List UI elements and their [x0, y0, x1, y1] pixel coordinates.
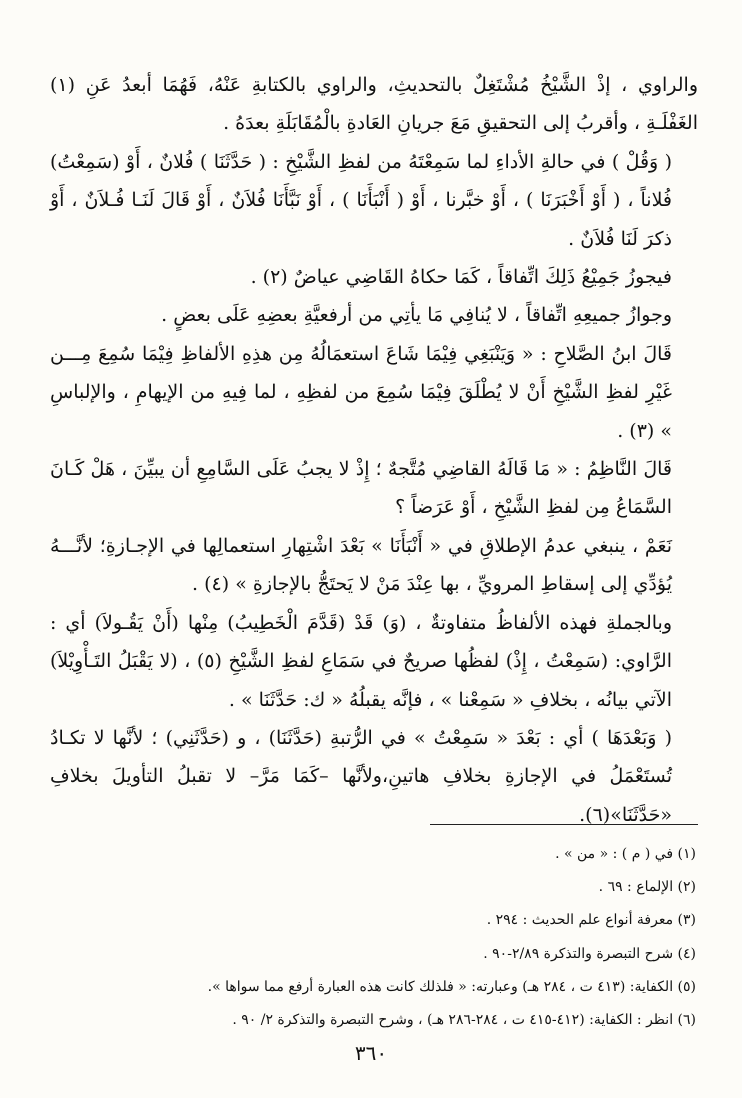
paragraph: قَالَ ابنُ الصَّلاحِ : « وَيَنْبَغِي فِيْمَا شَاعَ استعمَالُهُ مِن هذِهِ الألفاظِ فِيْمَا سُمِعَ مِـــن غَيْرِ لفظِ الشَّيْخِ أَنْ لا يُطْلَقَ فِيْمَا سُمِعَ من لفظِهِ ، لما فِيهِ من الإيهامِ ، والإلباسِ » (٣) .: [50, 342, 672, 442]
paragraph: ( وَقُلْ ) في حالةِ الأداءِ لما سَمِعْتَهُ من لفظِ الشَّيْخِ : ( حَدَّثَنَا ) فُلانٌ ، أَوْ (سَمِعْتُ) فُلاناً ، ( أَوْ أَخْبَرَنَا ) ، أَوْ خبَّرنا ، أَوْ ( أَنْبَأَنَا ) ، أَوْ نَبَّأَنَا فُلاَنٌ ، أَوْ قَالَ لَنَـا فُـلاَنٌ ، أَوْ ذكرَ لَنَا فُلاَنٌ .: [50, 150, 673, 250]
footnote: (١) في ( م ) : « من » .: [555, 846, 696, 862]
footnote: (٣) معرفة أنواع علم الحديث : ٢٩٤ .: [486, 912, 696, 929]
footnote: (٤) شرح التبصرة والتذكرة ٢/٨٩-٩٠ .: [483, 945, 696, 962]
page-number: ٣٦٠: [354, 1041, 388, 1065]
footnote: (٦) انظر : الكفاية: (٤١٢-٤١٥ ت ، ٢٨٤-٢٨٦ هـ) ، وشرح التبصرة والتذكرة ٢/ ٩٠ .: [232, 1012, 696, 1029]
paragraph: والراوي ، إذْ الشَّيْخُ مُشْتَغِلٌ بالتحديثِ، والراوي بالكتابةِ عَنْهُ، فَهُمَا أبعدُ عَنِ (١) الغَفْلَـةِ ، وأقربُ إلى التحقيقِ مَعَ جريانِ العَادةِ بالْمُقَابَلَةِ بعدَهُ .: [50, 74, 698, 135]
paragraph: وجوازُ جميعِهِ اتِّفاقاً ، لا يُنافِي مَا يأتِي من أرفعيَّةِ بعضِهِ عَلَى بعضٍ .: [161, 304, 672, 327]
footnotes: [50, 838, 696, 1037]
footnote-separator: [430, 824, 698, 825]
footnote: (٥) الكفاية: (٤١٣ ت ، ٢٨٤ هـ) وعبارته: « فلذلك كانت هذه العبارة أرفع مما سواها ».: [207, 978, 696, 995]
paragraph: فيجوزُ جَمِيْعُ ذَلِكَ اتِّفاقاً ، كَمَا حكاهُ القَاضِي عياضٌ (٢) .: [250, 266, 672, 289]
paragraph: وبالجملةِ فهذه الألفاظُ متفاوتةٌ ، (وَ) قَدْ (قَدَّمَ الْخَطِيبُ) مِنْها (أَنْ يَقُـولاَ) أي : الرَّاوي: (سَمِعْتُ ، إِذْ) لفظُها صريحٌ في سَمَاعِ لفظِ الشَّيْخِ (٥) ، (لا يَقْبَلُ التَـأْوِيْلاَ) الآتي بيانُه ، بخلافِ « سَمِعْنا » ، فإنَّه يقبلُهُ « ك: حَدَّثَنَا » .: [50, 611, 672, 711]
paragraph: ( وَبَعْدَهَا ) أي : بَعْدَ « سَمِعْتُ » في الرُّتبةِ (حَدَّثَنَا) ، و (حَدَّثَنِي) ؛ لأنَّها لا تكـادُ تُستَعْمَلُ في الإجازةِ بخلافِ هاتينِ،ولأنَّها –كَمَا مَرَّ– لا تقبلُ التأويلَ بخلافِ «حَدَّثَنَا»(٦).: [50, 726, 672, 826]
paragraph: نَعَمْ ، ينبغي عدمُ الإطلاقِ في « أَنْبَأَنَا » بَعْدَ اشْتِهارِ استعمالِها في الإجـازةِ؛ لأنَّـــهُ يُؤدِّي إلى إسقاطِ المرويِّ ، بها عِنْدَ مَنْ لا يَحتَجُّ بالإجازةِ » (٤) .: [50, 534, 672, 596]
main-text: [50, 66, 698, 834]
footnote: (٢) الإلماع : ٦٩ .: [598, 879, 696, 896]
paragraph: قَالَ النَّاظِمُ : « مَا قَالَهُ القاضِي مُتَّجهٌ ؛ إِذْ لا يجبُ عَلَى السَّامِعِ أن يبيِّنَ ، هَلْ كَـانَ السَّمَاعُ مِن لفظِ الشَّيْخِ ، أَوْ عَرَضاً ؟: [50, 458, 672, 519]
